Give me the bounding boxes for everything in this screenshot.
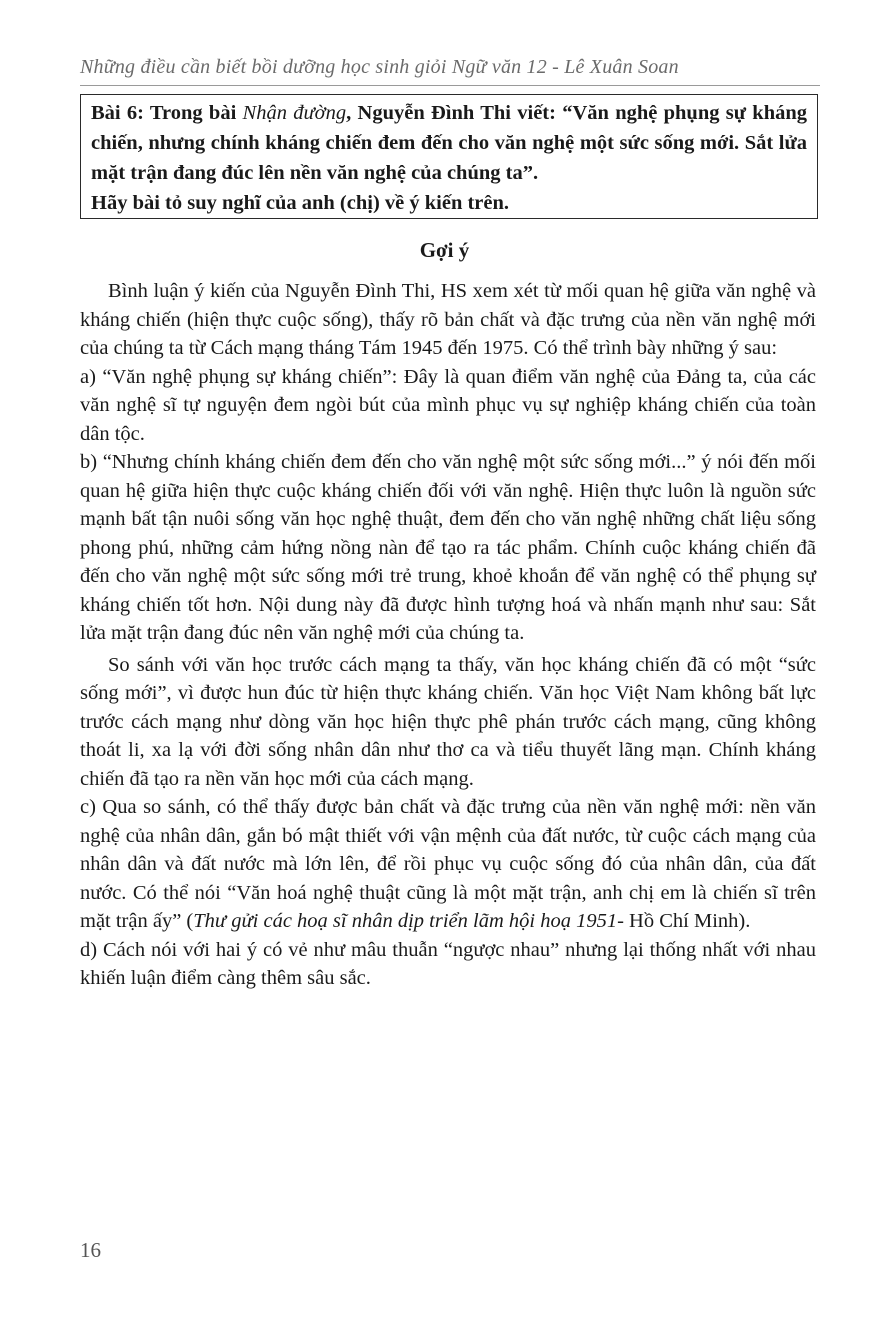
running-header: Những điều cần biết bồi dưỡng học sinh giỏi Ngữ văn 12 - Lê Xuân Soan — [80, 56, 679, 78]
intro-paragraph: Bình luận ý kiến của Nguyễn Đình Thi, HS xem xét từ mối quan hệ giữa văn nghệ và kháng chiến (hiện thực cuộc sống), thấy rõ bản chất và đặc trưng của nền văn nghệ mới của chúng ta từ Cách mạng tháng Tám 1945 đến 1975. Có thể trình bày những ý sau: — [80, 280, 816, 359]
header-divider — [80, 85, 820, 86]
exercise-prompt — [91, 98, 807, 188]
exercise-box — [80, 94, 818, 219]
point-c — [80, 793, 816, 936]
page-number: 16 — [80, 1238, 101, 1262]
answer-body — [80, 277, 816, 993]
exercise-lead: Bài 6: Trong bài — [91, 102, 243, 124]
work-title: Nhận đường — [242, 102, 347, 124]
section-title: Gợi ý — [419, 238, 470, 262]
exercise-quote: , Nguyễn Đình Thi viết: “Văn nghệ phụng sự kháng chiến, nhưng chính kháng chiến đem đến cho văn nghệ một sức sống mới. Sắt lửa mặt trận đang đúc lên nền văn nghệ của chúng ta”. — [91, 102, 807, 184]
comparison-paragraph: So sánh với văn học trước cách mạng ta thấy, văn học kháng chiến đã có một “sức sống mới”, vì được hun đúc từ hiện thực kháng chiến. Văn học Việt Nam không bất lực trước cách mạng như dòng văn học hiện thực phê phán trước cách mạng, cũng không thoát li, xa lạ với đời sống nhân dân như thơ ca và tiểu thuyết lãng mạn. Chính kháng chiến đã tạo ra nền văn học mới của cách mạng. — [80, 653, 816, 790]
point-c-tail: - Hồ Chí Minh). — [617, 910, 751, 932]
point-c-source: Thư gửi các hoạ sĩ nhân dịp triển lãm hội hoạ 1951 — [193, 910, 618, 932]
point-c-text: c) Qua so sánh, có thể thấy được bản chất và đặc trưng của nền văn nghệ mới: nền văn nghệ của nhân dân, gắn bó mật thiết với vận mệnh của đất nước, từ cuộc cách mạng của nhân dân và đất nước mà lớn lên, để rồi phục vụ cuộc sống đó của nhân dân, của đất nước. Có thể nói “Văn hoá nghệ thuật cũng là một mặt trận, anh chị em là chiến sĩ trên mặt trận ấy” ( — [80, 796, 816, 932]
exercise-instruction: Hãy bài tỏ suy nghĩ của anh (chị) về ý kiến trên. — [91, 192, 510, 214]
point-b: b) “Nhưng chính kháng chiến đem đến cho văn nghệ một sức sống mới...” ý nói đến mối quan hệ giữa hiện thực cuộc kháng chiến đối với văn nghệ. Hiện thực luôn là nguồn sức mạnh bất tận nuôi sống văn học nghệ thuật, đem đến cho văn nghệ những chất liệu sống phong phú, những cảm hứng nồng nàn để tạo ra tác phẩm. Chính cuộc kháng chiến đã đến cho văn nghệ một sức sống mới trẻ trung, khoẻ khoắn để văn nghệ có thể phụng sự kháng chiến tốt hơn. Nội dung này đã được hình tượng hoá và nhấn mạnh như sau: Sắt lửa mặt trận đang đúc nên văn nghệ mới của chúng ta. — [80, 451, 816, 644]
point-d: d) Cách nói với hai ý có vẻ như mâu thuẫn “ngược nhau” nhưng lại thống nhất với nhau khiến luận điểm càng thêm sâu sắc. — [80, 938, 816, 989]
point-a: a) “Văn nghệ phụng sự kháng chiến”: Đây là quan điểm văn nghệ của Đảng ta, của các văn nghệ sĩ tự nguyện đem ngòi bút của mình phục vụ sự nghiệp kháng chiến của toàn dân tộc. — [80, 365, 816, 445]
